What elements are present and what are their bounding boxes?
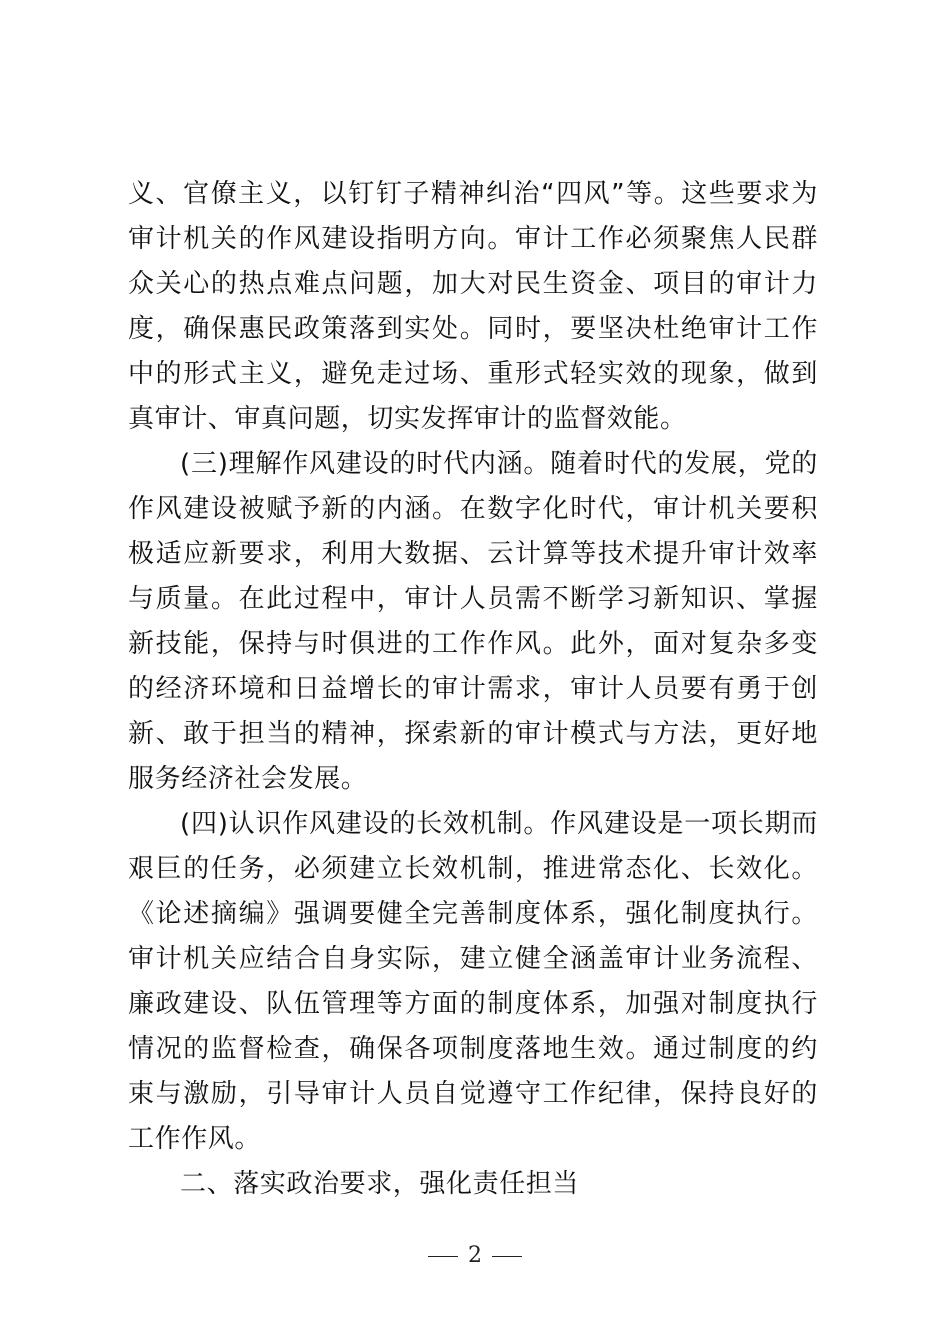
page-number: 2 xyxy=(468,1243,482,1268)
footer-dash-left xyxy=(428,1256,458,1257)
document-body xyxy=(128,172,818,1207)
paragraph-section-3: (三)理解作风建设的时代内涵。随着时代的发展，党的作风建设被赋予新的内涵。在数字化时代，审计机关要积极适应新要求，利用大数据、云计算等技术提升审计效率与质量。在此过程中，审计人员需不断学习新知识、掌握新技能，保持与时俱进的工作作风。此外，面对复杂多变的经济环境和日益增长的审计需求，审计人员要有勇于创新、敢于担当的精神，探索新的审计模式与方法，更好地服务经济社会发展。 xyxy=(128,449,818,794)
paragraph-continuation: 义、官僚主义，以钉钉子精神纠治“四风”等。这些要求为审计机关的作风建设指明方向。审计工作必须聚焦人民群众关心的热点难点问题，加大对民生资金、项目的审计力度，确保惠民政策落到实处。同时，要坚决杜绝审计工作中的形式主义，避免走过场、重形式轻实效的现象，做到真审计、审真问题，切实发挥审计的监督效能。 xyxy=(128,179,818,434)
paragraph-section-4: (四)认识作风建设的长效机制。作风建设是一项长期而艰巨的任务，必须建立长效机制，推进常态化、长效化。《论述摘编》强调要健全完善制度体系，强化制度执行。审计机关应结合自身实际，建立健全涵盖审计业务流程、廉政建设、队伍管理等方面的制度体系，加强对制度执行情况的监督检查，确保各项制度落地生效。通过制度的约束与激励，引导审计人员自觉遵守工作纪律，保持良好的工作作风。 xyxy=(128,809,818,1154)
section-heading: 二、落实政治要求，强化责任担当 xyxy=(180,1169,580,1199)
page-footer xyxy=(0,1243,950,1268)
footer-dash-right xyxy=(492,1256,522,1257)
